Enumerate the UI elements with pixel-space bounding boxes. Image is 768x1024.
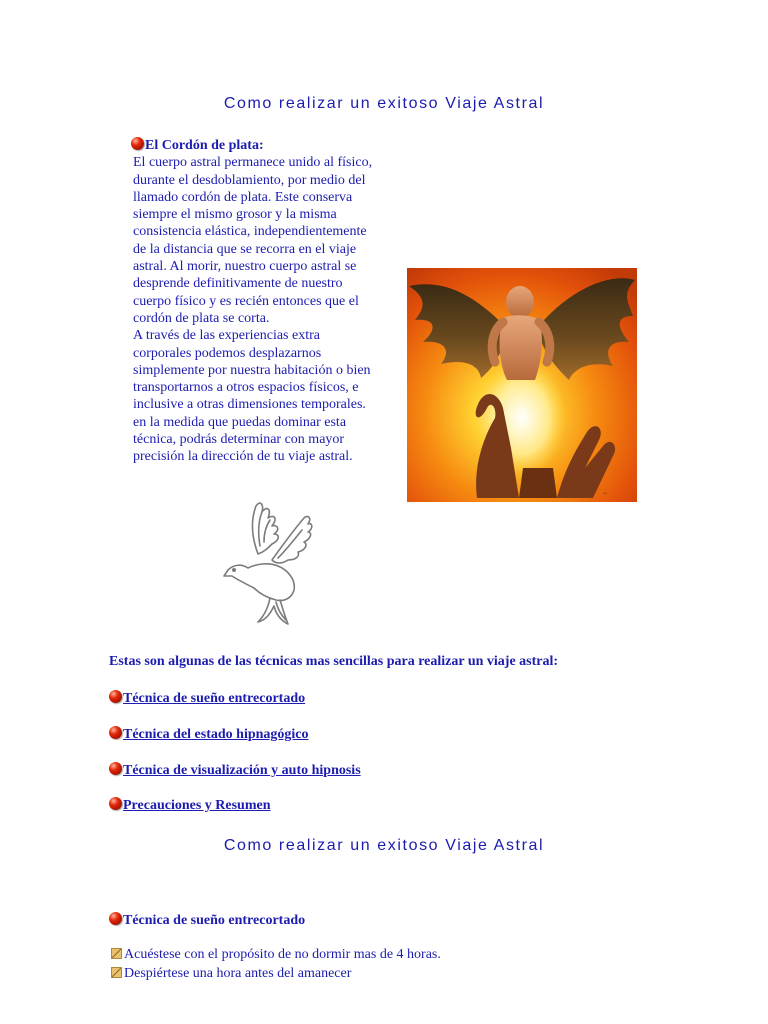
intro-line: cuerpo físico y es recién entonces que el: [133, 293, 359, 309]
technique-link-row: [109, 797, 271, 814]
red-ball-icon: [131, 137, 144, 150]
dove-image: [220, 494, 316, 630]
link-visualizacion-auto-hipnosis[interactable]: Técnica de visualización y auto hipnosis: [123, 763, 361, 778]
page-title: Como realizar un exitoso Viaje Astral: [223, 95, 545, 112]
link-sueno-entrecortado[interactable]: Técnica de sueño entrecortado: [123, 691, 306, 706]
technique-link-row: [109, 762, 361, 779]
step-item: Despiértese una hora antes del amanecer: [111, 966, 351, 982]
dove-icon: [220, 494, 316, 630]
intro-line: transportarnos a otros espacios físicos, e: [133, 380, 359, 396]
intro-line: consistencia elástica, independientemente: [133, 224, 367, 240]
intro-line: A través de las experiencias extra: [133, 328, 320, 344]
intro-line: durante el desdoblamiento, por medio del: [133, 172, 366, 188]
intro-line: precisión la dirección de tu viaje astral.: [133, 449, 353, 465]
red-ball-icon: [109, 690, 122, 703]
intro-line: corporales podemos desplazarnos: [133, 345, 322, 361]
intro-line: técnica, podrás determinar con mayor: [133, 432, 345, 448]
link-estado-hipnagogico[interactable]: Técnica del estado hipnagógico: [123, 727, 309, 742]
angel-image: [407, 268, 637, 502]
winged-angel-icon: [407, 268, 637, 502]
svg-text:~: ~: [603, 490, 607, 498]
intro-line: llamado cordón de plata. Este conserva: [133, 189, 353, 205]
red-ball-icon: [109, 726, 122, 739]
square-bullet-icon: [111, 967, 122, 978]
intro-line: en la medida que puedas dominar esta: [133, 414, 347, 430]
intro-heading: El Cordón de plata:: [131, 137, 403, 154]
techniques-lead: Estas son algunas de las técnicas mas sencillas para realizar un viaje astral:: [109, 654, 559, 669]
technique-link-row: [109, 726, 309, 743]
red-ball-icon: [109, 912, 122, 925]
page-title-repeat: Como realizar un exitoso Viaje Astral: [223, 837, 545, 854]
intro-text-block: [133, 137, 403, 466]
square-bullet-icon: [111, 948, 122, 959]
red-ball-icon: [109, 797, 122, 810]
intro-line: desprende definitivamente de nuestro: [133, 276, 343, 292]
step-item: Acuéstese con el propósito de no dormir mas de 4 horas.: [111, 947, 441, 963]
intro-line: El cuerpo astral permanece unido al físico,: [133, 155, 373, 171]
technique-link-row: [109, 690, 305, 707]
link-precauciones-resumen[interactable]: Precauciones y Resumen: [123, 798, 271, 813]
intro-line: cordón de plata se corta.: [133, 310, 270, 326]
red-ball-icon: [109, 762, 122, 775]
intro-line: inclusive a otras dimensiones temporales.: [133, 397, 366, 413]
intro-line: simplemente por nuestra habitación o bien: [133, 362, 371, 378]
section-heading: Técnica de sueño entrecortado: [109, 912, 305, 929]
intro-line: de la distancia que se recorra en el viaje: [133, 241, 357, 257]
intro-line: siempre el mismo grosor y la misma: [133, 207, 337, 223]
intro-line: astral. Al morir, nuestro cuerpo astral se: [133, 259, 357, 275]
